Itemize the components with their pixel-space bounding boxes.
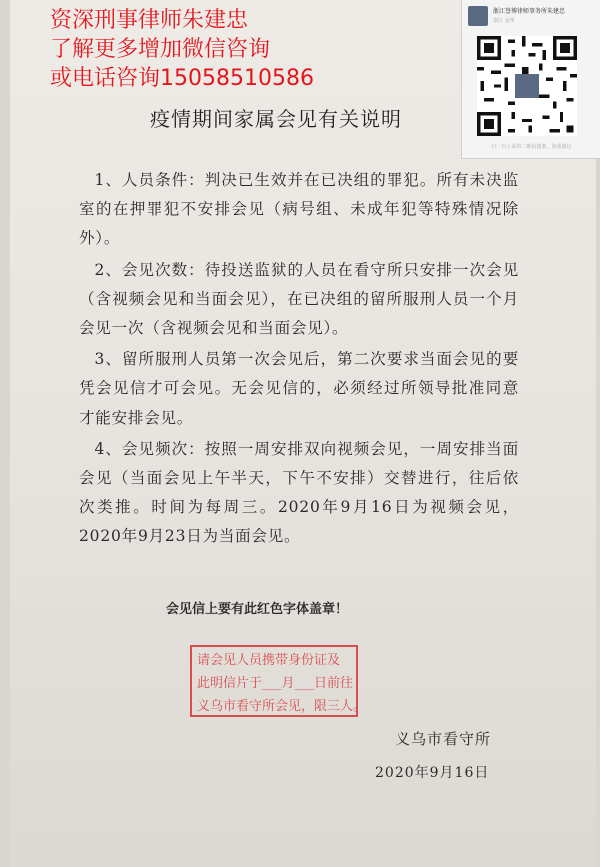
watermark-line: 了解更多增加微信咨询 <box>50 37 271 62</box>
watermark-line: 资深刑事律师朱建忠 <box>50 8 249 33</box>
stamp-line: 此明信片于___月___日前往 <box>197 676 354 691</box>
red-stamp <box>190 645 367 717</box>
issue-date: 2020年9月16日 <box>375 765 490 781</box>
page-title: 疫情期间家属会见有关说明 <box>150 107 402 131</box>
watermark-line: 或电话咨询15058510586 <box>50 66 314 91</box>
document-body <box>79 166 519 552</box>
avatar <box>468 6 488 26</box>
qr-caption: 扫一扫上面的二维码图案，加我微信 <box>491 144 572 150</box>
wechat-card <box>461 0 600 159</box>
signer: 义乌市看守所 <box>395 730 492 748</box>
contact-watermark <box>50 6 314 93</box>
paragraph: 4、会见频次：按照一周安排双向视频会见，一周安排当面会见（当面会见上午半天，下午不安排）交替进行，往后依次类推。时间为每周三。2020年9月16日为视频会见，2020年9月23日为当面会见。 <box>79 439 519 546</box>
paragraph: 2、会见次数：待投送监狱的人员在看守所只安排一次会见（含视频会见和当面会见），在已决组的留所服刑人员一个月会见一次（含视频会见和当面会见）。 <box>79 260 519 338</box>
stamp-notice: 会见信上要有此红色字体盖章！ <box>166 602 349 617</box>
wechat-name: 浙江誉博律师事务所朱建忠 <box>493 8 566 15</box>
stamp-line: 义乌市看守所会见，限三人。 <box>197 699 367 714</box>
stamp-line: 请会见人员携带身份证及 <box>197 653 341 668</box>
paragraph: 3、留所服刑人员第一次会见后，第二次要求当面会见的要凭会见信才可会见。无会见信的，必须经过所领导批准同意才能安排会见。 <box>79 350 519 427</box>
wechat-region: 浙江 金华 <box>493 18 515 24</box>
qr-code-icon[interactable] <box>477 36 577 136</box>
paragraph: 1、人员条件：判决已生效并在已决组的罪犯。所有未决监室的在押罪犯不安排会见（病号组、未成年犯等特殊情况除外）。 <box>79 171 519 248</box>
